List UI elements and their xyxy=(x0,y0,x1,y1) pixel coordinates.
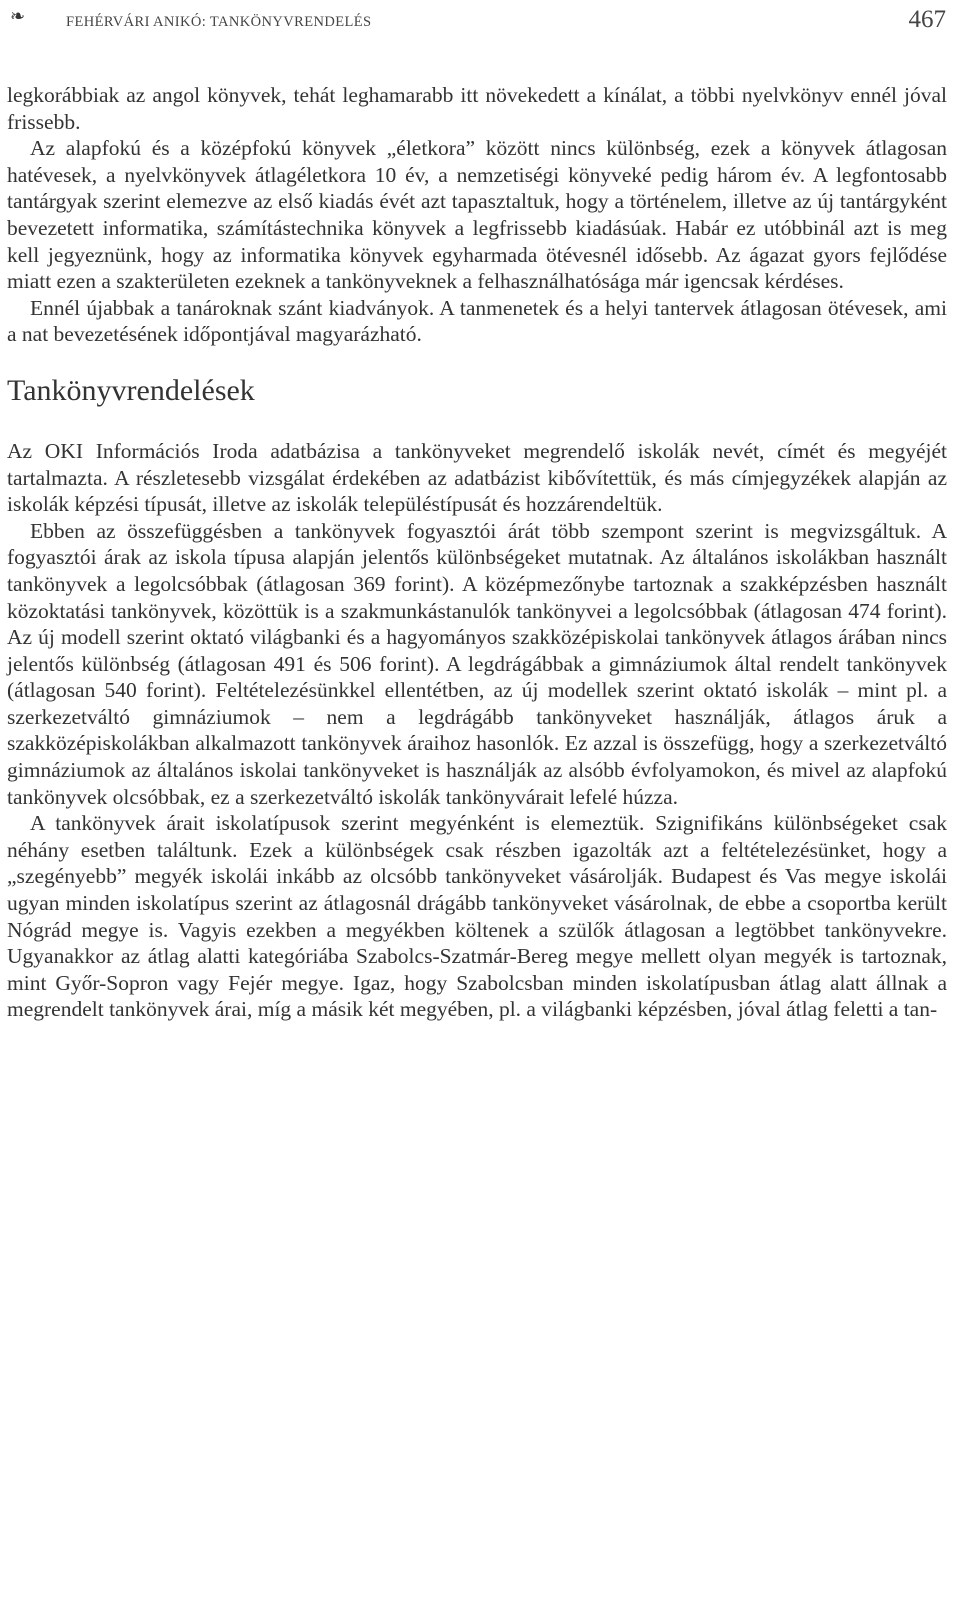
paragraph: Ebben az összefüggésben a tankönyvek fogyasztói árát több szempont szerint is megvizsgáltuk. A fogyasztói árak az iskola típusa alapján jelentős különbségeket mutatnak. Az általános iskolákban használt tankönyvek a legolcsóbbak (átlagosan 369 forint). A középmezőnybe tartoznak a szakképzésben használt közoktatási tankönyvek, közöttük is a szakmunkástanulók tankönyvei a legolcsóbbak (átlagosan 474 forint). Az új modell szerint oktató világbanki és a hagyományos szakközépiskolai tankönyvek átlagos árában nincs jelentős különbség (átlagosan 491 és 506 forint). A legdrágábbak a gimnáziumok által rendelt tankönyvek (átlagosan 540 forint). Feltételezésünkkel ellentétben, az új modellek szerint oktató iskolák – mint pl. a szerkezetváltó gimnáziumok – nem a legdrágább tankönyveket használják, átlagos áruk a szakközépiskolákban alkalmazott tankönyvek áraihoz hasonlók. Ez azzal is összefügg, hogy a szerkezetváltó gimnáziumok az általános iskolai tankönyveket is használják az alsóbb évfolyamokon, és mivel az alapfokú tankönyvek olcsóbbak, ez a szerkezetváltó iskolák tankönyvárait lefelé húzza. xyxy=(7,518,947,809)
paragraph: Az alapfokú és a középfokú könyvek „életkora” között nincs különbség, ezek a könyvek átlagosan hatévesek, a nyelvkönyvek átlagéletkora 10 év, a nemzetiségi könyveké pedig három év. A legfontosabb tantárgyak szerint elemezve az első kiadás évét azt tapasztaltuk, hogy a történelem, illetve az új tantárgyként bevezetett informatika, számítástechnika könyvek a legfrissebb kiadásúak. Habár ez utóbbinál azt is meg kell jegyeznünk, hogy az informatika könyvek egyharmada ötévesnél idősebb. Az ágazat gyors fejlődése miatt ezen a szakterületen ezeknek a tankönyveknek a felhasználhatósága már igencsak kérdéses. xyxy=(7,136,947,294)
page-number: 467 xyxy=(908,6,946,33)
fleuron-ornament-icon: ❧ xyxy=(10,6,26,27)
paragraph: Ennél újabbak a tanároknak szánt kiadványok. A tanmenetek és a helyi tantervek átlagosan ötévesek, ami a nat bevezetésének időpontjával magyarázható. xyxy=(7,295,947,347)
paragraph: Az OKI Információs Iroda adatbázisa a tankönyveket megrendelő iskolák nevét, címét és megyéjét tartalmazta. A részletesebb vizsgálat érdekében az adatbázist kibővítettük, és más címjegyzékek alapján az iskolák képzési típusát, illetve az iskolák településtípusát és hozzárendeltük. xyxy=(7,438,947,517)
section-heading: Tankönyvrendelések xyxy=(7,373,255,407)
page-header xyxy=(8,4,946,40)
paragraph: legkorábbiak az angol könyvek, tehát leghamarabb itt növekedett a kínálat, a többi nyelvkönyv ennél jóval frissebb. xyxy=(7,83,947,134)
body-text xyxy=(7,82,947,1023)
paragraph: A tankönyvek árait iskolatípusok szerint megyénként is elemeztük. Szignifikáns különbségeket csak néhány esetben találtunk. Ezek a különbségek csak részben igazolták azt a feltételezésünket, hogy a „szegényebb” megyék iskolái inkább az olcsóbb tankönyveket vásárolják. Budapest és Vas megye iskolái ugyan minden iskolatípus szerint az átlagosnál drágább tankönyveket vásárolnak, de ebbe a csoportba került Nógrád megye is. Vagyis ezekben a megyékben költenek a szülők átlagosan a legtöbbet tankönyvekre. Ugyanakkor az átlag alatti kategóriába Szabolcs-Szatmár-Bereg megye mellett olyan megyék is tartoznak, mint Győr-Sopron vagy Fejér megye. Igaz, hogy Szabolcsban minden iskolatípusban átlag alatt állnak a megrendelt tankönyvek árai, míg a másik két megyében, pl. a világbanki képzésben, jóval átlag feletti a tan- xyxy=(7,811,947,1022)
running-title: FEHÉRVÁRI ANIKÓ: TANKÖNYVRENDELÉS xyxy=(66,14,372,30)
